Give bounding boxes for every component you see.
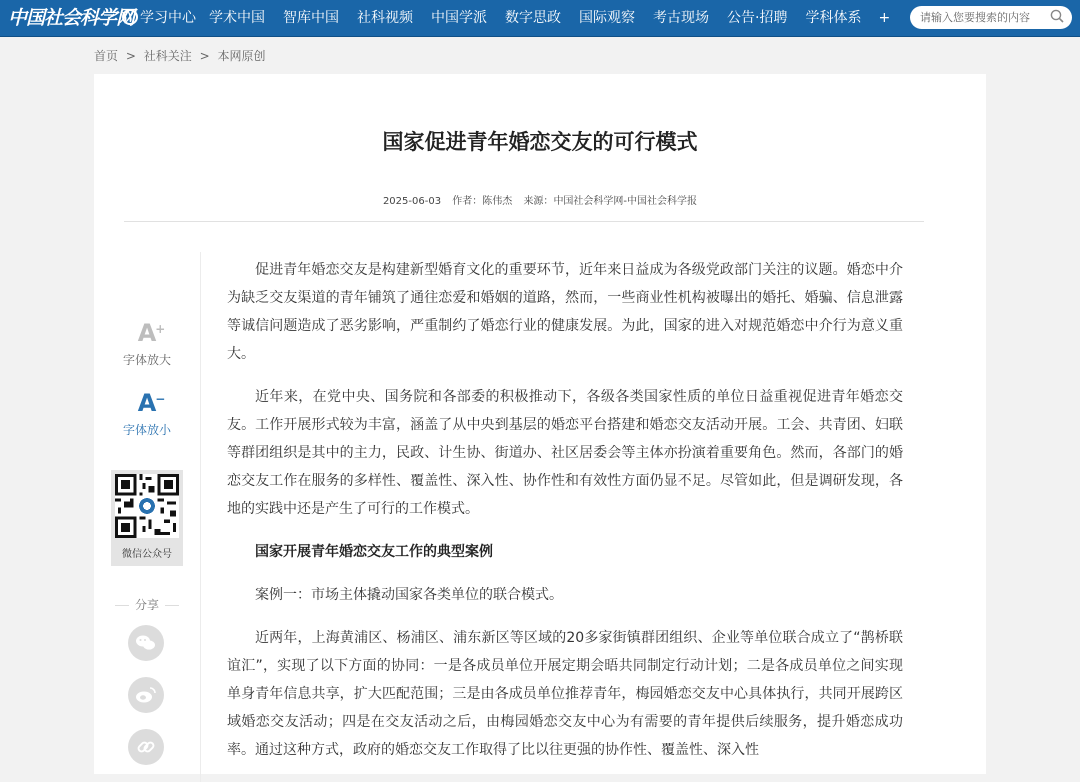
author-label: 作者：	[452, 196, 483, 207]
font-enlarge-label: 字体放大	[122, 353, 171, 367]
reading-tools	[94, 252, 201, 782]
nav-item-digital-ideology[interactable]: 数字思政	[505, 10, 561, 26]
share-label: 分享	[94, 596, 200, 613]
source-label: 来源：	[523, 196, 554, 207]
wechat-qr-card	[111, 470, 183, 566]
share-link-button[interactable]	[128, 729, 164, 765]
article-card	[94, 74, 986, 774]
search-icon[interactable]	[1050, 9, 1064, 23]
study-center-logo[interactable]	[122, 4, 196, 32]
qr-label: 微信公众号	[122, 549, 172, 560]
main-nav	[200, 0, 898, 36]
paragraph: 促进青年婚恋交友是构建新型婚育文化的重要环节，近年来日益成为各级党政部门关注的议题。婚恋中介为缺乏交友渠道的青年铺筑了通往恋爱和婚姻的道路，然而，一些商业性机构被曝出的婚托、婚骗、信息泄露等诚信问题造成了恶劣影响，严重制约了婚恋行业的健康发展。为此，国家的进入对规范婚恋中介行为意义重大。	[227, 262, 903, 362]
study-center-icon	[122, 9, 138, 25]
paragraph: 近两年，上海黄浦区、杨浦区、浦东新区等区域的20多家街镇群团组织、企业等单位联合成立了“鹊桥联谊汇”，实现了以下方面的协同：一是各成员单位开展定期会晤共同制定行动计划；二是各成员单位之间实现单身青年信息共享，扩大匹配范围；三是由各成员单位推荐青年，梅园婚恋交友中心具体执行，共同开展跨区域婚恋交友活动；四是在交友活动之后，由梅园婚恋交友中心为有需要的青年提供后续服务，提升婚恋成功率。通过这种方式，政府的婚恋交友工作取得了比以往更强的协作性、覆盖性、深入性	[227, 630, 903, 758]
breadcrumb-original[interactable]: 本网原创	[217, 49, 266, 63]
nav-item-academic-china[interactable]: 学术中国	[209, 10, 265, 26]
breadcrumb	[94, 47, 269, 64]
weibo-icon	[128, 677, 164, 713]
share-weibo-button[interactable]	[128, 677, 164, 713]
nav-item-social-science-video[interactable]: 社科视频	[357, 10, 413, 26]
breadcrumb-separator: >	[125, 49, 136, 63]
source-name: 中国社会科学网-中国社会科学报	[553, 196, 698, 207]
font-shrink-icon: A −	[137, 389, 166, 417]
breadcrumb-separator: >	[199, 49, 210, 63]
article-author	[452, 196, 512, 207]
font-shrink-label: 字体放小	[122, 423, 171, 437]
paragraph: 近年来，在党中央、国务院和各部委的积极推动下，各级各类国家性质的单位日益重视促进青年婚恋交友。工作开展形式较为丰富，涵盖了从中央到基层的婚恋平台搭建和婚恋交友活动开展。工会、共青团、妇联等群团组织是其中的主力，民政、计生协、街道办、社区居委会等主体亦扮演着重要角色。然而，各部门的婚恋交友工作在服务的多样性、覆盖性、深入性、协作性和有效性方面仍显不足。尽管如此，但是调研发现，各地的实践中还是产生了可行的工作模式。	[227, 389, 903, 517]
study-center-label: 学习中心	[140, 10, 196, 26]
qr-code-icon	[115, 474, 179, 538]
top-nav-bar	[0, 0, 1080, 37]
link-icon	[128, 729, 164, 765]
font-enlarge-button[interactable]	[94, 320, 200, 368]
share-wechat-button[interactable]	[128, 625, 164, 661]
section-heading: 国家开展青年婚恋交友工作的典型案例	[255, 544, 493, 560]
nav-more-button[interactable]: +	[878, 10, 891, 26]
search-box	[910, 6, 1072, 29]
breadcrumb-social-focus[interactable]: 社科关注	[143, 49, 192, 63]
font-shrink-button[interactable]	[94, 390, 200, 438]
font-enlarge-icon: A +	[137, 319, 166, 347]
paragraph: 案例一：市场主体撬动国家各类单位的联合模式。	[255, 587, 563, 603]
article-meta	[94, 192, 986, 207]
article-source	[523, 196, 697, 207]
search-input[interactable]	[920, 11, 1038, 24]
article-title: 国家促进青年婚恋交友的可行模式	[382, 130, 698, 154]
nav-item-disciplines[interactable]: 学科体系	[805, 10, 862, 26]
author-name: 陈伟杰	[482, 196, 513, 207]
article-body	[227, 256, 903, 779]
breadcrumb-home[interactable]: 首页	[94, 49, 119, 63]
title-divider	[124, 221, 924, 222]
nav-item-archaeology[interactable]: 考古现场	[653, 10, 709, 26]
wechat-icon	[128, 625, 164, 661]
site-logo[interactable]: 中国社会科学网	[8, 7, 135, 29]
nav-item-chinese-school[interactable]: 中国学派	[431, 10, 487, 26]
article-date: 2025-06-03	[382, 196, 442, 207]
nav-item-international[interactable]: 国际观察	[579, 10, 635, 26]
nav-item-announcements[interactable]: 公告·招聘	[727, 10, 788, 26]
nav-item-think-tank-china[interactable]: 智库中国	[283, 10, 339, 26]
